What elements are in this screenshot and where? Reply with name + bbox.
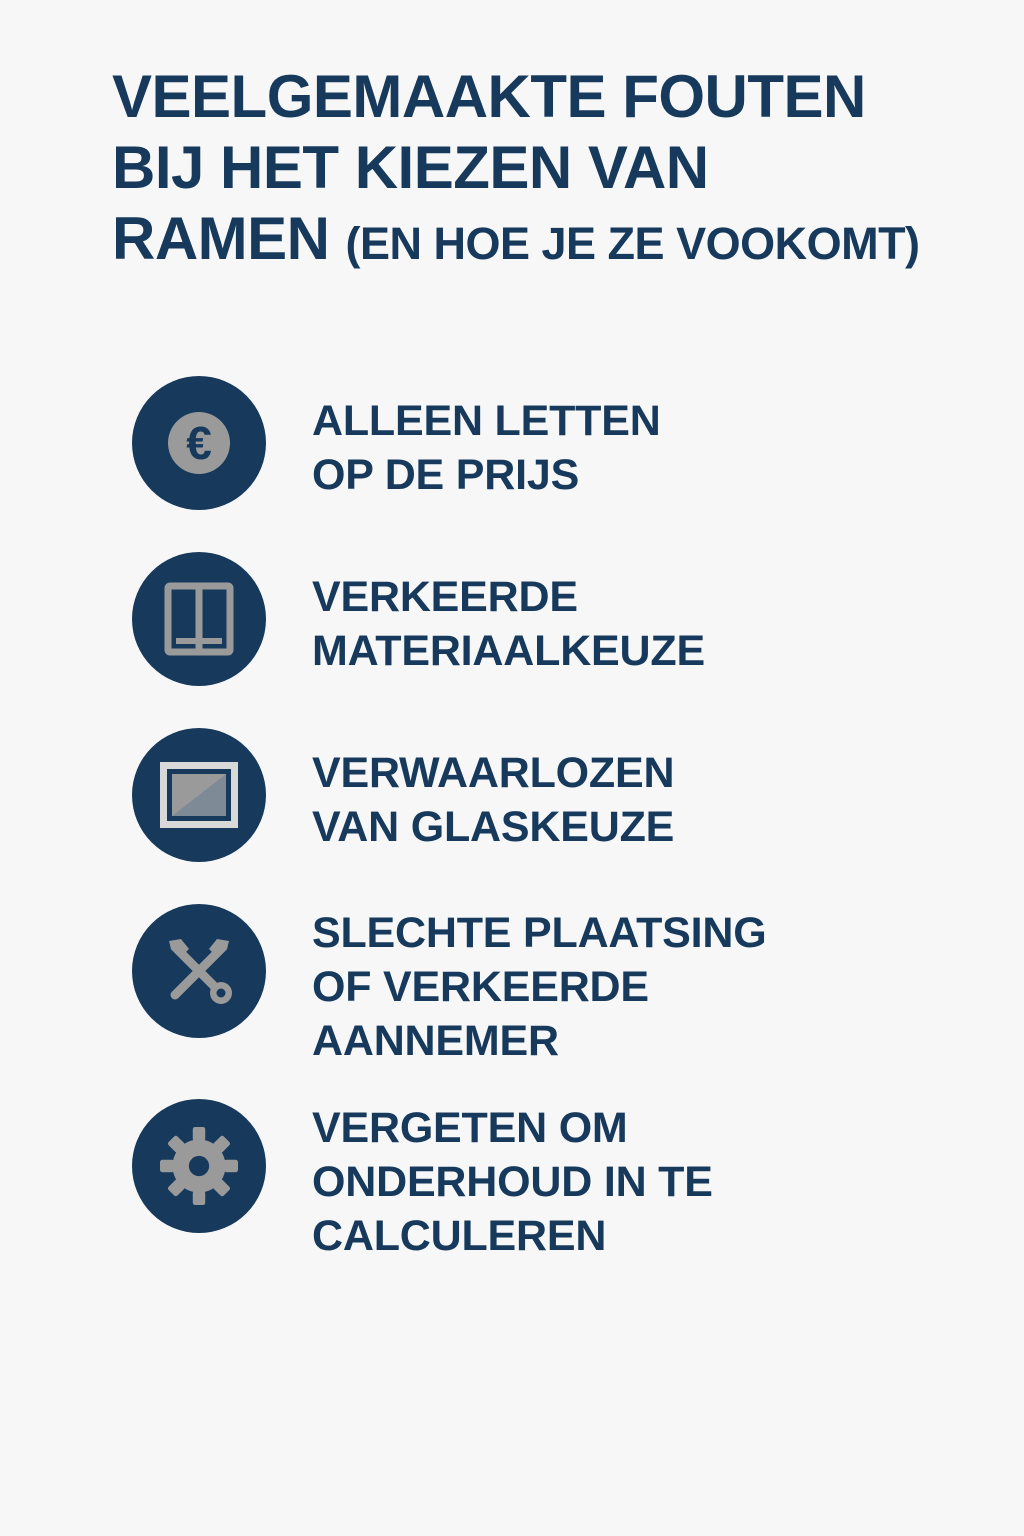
icon-badge [132,376,266,510]
label-line: ONDERHOUD IN TE [312,1157,713,1206]
icon-badge [132,904,266,1038]
label-line: VAN GLASKEUZE [312,803,675,852]
euro-coin-icon [162,406,236,480]
icon-badge [132,1099,266,1233]
list-item [132,900,932,1069]
label-line: AANNEMER [312,1017,559,1066]
list-item-label [312,1095,713,1264]
label-line: CALCULEREN [312,1211,607,1260]
list-item [132,548,932,686]
label-line: VERGETEN OM [312,1103,628,1152]
window-frame-icon [164,582,234,656]
list-item-label [312,900,766,1069]
tools-wrench-screwdriver-icon [159,931,239,1011]
label-line: OP DE PRIJS [312,451,580,500]
gear-icon [160,1127,238,1205]
icon-badge [132,552,266,686]
list-item-label [312,548,705,678]
list-item [132,724,932,862]
headline-line-3 [112,204,1017,275]
headline-subtitle: (EN HOE JE ZE VOOKOMT) [345,217,920,269]
glass-pane-icon [160,762,238,828]
headline-line-2: BIJ HET KIEZEN VAN [112,133,709,201]
label-line: SLECHTE PLAATSING [312,909,767,957]
list-item-label [312,372,661,502]
headline-line-1: VEELGEMAAKTE FOUTEN [112,63,866,130]
mistakes-list [132,372,932,1289]
label-line: VERWAARLOZEN [312,749,675,797]
list-item-label [312,724,674,854]
label-line: ALLEEN LETTEN [312,397,661,445]
page-title [112,62,1017,274]
label-line: MATERIAALKEUZE [312,627,705,676]
svg-text:€: € [186,417,212,469]
icon-badge [132,728,266,862]
label-line: OF VERKEERDE [312,963,649,1012]
headline-line-3-main: RAMEN [112,204,330,272]
list-item [132,372,932,510]
list-item [132,1095,932,1264]
label-line: VERKEERDE [312,573,578,621]
